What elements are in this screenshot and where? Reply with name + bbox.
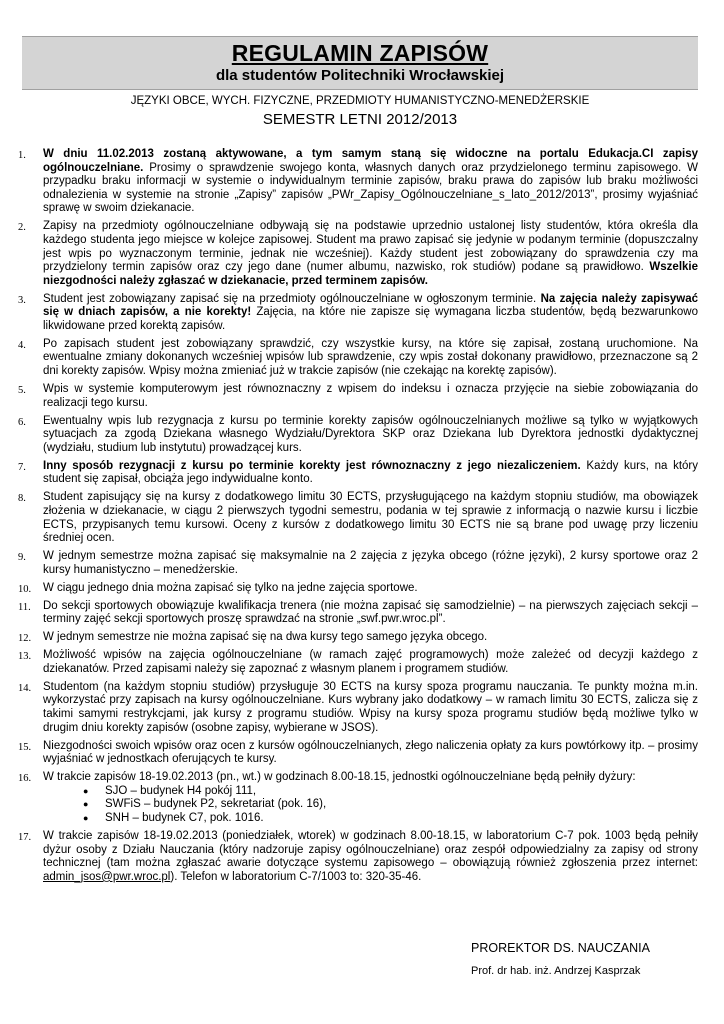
rule-text: Studentom (na każdym stopniu studiów) przysługuje 30 ECTS na kursy spoza programu nauczania. Te punkty można m.in. wykorzystać przy zapisach na kursy ogólnouczelniane. Kurs wybrany jako dodatkowy – w ramach limitu 30 ECTS, zalicza się z takimi samymi restrykcjami, jak kursy z programu studiów. Wpisy na kursy spoza programu studiów będą możliwe tylko w drugim dniu korekty zapisów (osobne zapisy, wybierane w JSOS). — [43, 680, 698, 734]
rule-item — [18, 600, 698, 627]
rule-number: 14. — [18, 682, 32, 694]
rule-number: 3. — [18, 294, 26, 306]
rule-bold-text: Inny sposób rezygnacji z kursu po terminie korekty jest równoznaczny z jego niezaliczeniem. — [43, 459, 581, 472]
rule-text: Wpis w systemie komputerowym jest równoznaczny z wpisem do indeksu i oznacza przyjęcie na siebie zobowiązania do realizacji tego kursu. — [43, 383, 698, 409]
duty-text: SWFiS – budynek P2, sekretariat (pok. 16), — [105, 798, 327, 811]
rule-bold-text: Wszelkie niezgodności należy zgłaszać w dziekanacie, przed terminem zapisów. — [43, 261, 698, 287]
rule-item — [18, 293, 698, 334]
rule-number: 7. — [18, 461, 26, 473]
rule-text: Student zapisujący się na kursy z dodatkowego limitu 30 ECTS, przysługującego na każdym stopniu studiów, ma obowiązek złożenia w dziekanacie, w ciągu 2 pierwszych tygodni semestru, podania w tej sprawie z informacją o nazwie kursu i liczbie ECTS, przypisanych temu kursowi. Oceny z kursów z dodatkowego limitu 30 ECTS nie są brane pod uwagę przy liczeniu średniej ocen. — [43, 491, 698, 545]
signatory-title: PROREKTOR DS. NAUCZANIA — [471, 941, 650, 955]
rule-number: 1. — [18, 150, 26, 161]
bullet-icon: ● — [83, 812, 89, 823]
duty-item — [83, 785, 698, 799]
signature-block — [471, 940, 650, 978]
rule-item — [18, 383, 698, 410]
rule-item — [18, 460, 698, 487]
rule-item — [18, 582, 698, 596]
bullet-icon: ● — [83, 799, 89, 810]
rule-text: Każdy kurs, na który student się zapisał, obciąża jego indywidualne konto. — [43, 459, 698, 486]
rule-number: 5. — [18, 385, 26, 397]
rule-text: Zajęcia, na które nie zapisze się wymagana liczba studentów, będą bezwarunkowo likwidowane przed korektą zapisów. — [43, 306, 698, 332]
rule-text: Po zapisach student jest zobowiązany sprawdzić, czy wszystkie kursy, na które się zapisał, zostaną uruchomione. Na ewentualne zmiany dokonanych wcześniej wpisów lub sprawdzenie, czy wpis został dokonany prawidłowo, przeznaczone są 2 dni korekty zapisów. Wpisy można zmieniać już w trakcie zapisów (nie czekając na korektę zapisów). — [43, 337, 698, 378]
rules-list — [18, 148, 698, 889]
rule-item — [18, 220, 698, 288]
rule-item — [18, 649, 698, 676]
rule-number: 13. — [18, 651, 32, 663]
rule-text: W ciągu jednego dnia można zapisać się tylko na jedne zajęcia sportowe. — [43, 581, 418, 594]
rule-text: Prosimy o sprawdzenie swojego konta, własnych danych oraz przydzielonego terminu zapisowego. W przypadku braku informacji w systemie o indywidualnym terminie zapisów, braku prawa do zapisów lub braku możliwości odnalezienia w systemie na stronie „Zapisy” zapisów „PWr_Zapisy_Ogólnouczelniane_s_lato_2012/2013”, prosimy wyjaśniać sprawę w swoim dziekanacie. — [43, 161, 698, 215]
rule-text: ). Telefon w laboratorium C-7/1003 to: 320-35-46. — [170, 870, 422, 883]
rule-number: 16. — [18, 773, 32, 785]
rule-number: 17. — [18, 831, 32, 843]
rule-number: 6. — [18, 416, 26, 428]
document-title: REGULAMIN ZAPISÓW — [231, 40, 489, 66]
duty-text: SJO – budynek H4 pokój 111, — [105, 784, 257, 797]
header-banner — [22, 36, 698, 90]
duty-item — [83, 798, 698, 812]
rule-text: W trakcie zapisów 18-19.02.2013 (poniedziałek, wtorek) w godzinach 8.00-18.15, w laboratorium C-7 pok. 1003 będą pełniły dyżur osoby z Działu Nauczania (który nadzoruje zapisy ogólnouczelniane) oraz zespół odpowiedzialny za zapisy od strony technicznej (tam można zgłaszać awarie dotyczące systemu zapisowego – obowiązują również zgłoszenia przez internet: — [43, 829, 698, 870]
rule-text: Niezgodności swoich wpisów oraz ocen z kursów ogólnouczelnianych, złego naliczenia opłaty za kurs powtórkowy itp. – prosimy wyjaśniać w jednostkach oferujących te kursy. — [43, 739, 698, 766]
rule-item — [18, 681, 698, 735]
rule-number: 12. — [18, 633, 32, 645]
rule-number: 15. — [18, 741, 32, 753]
rule-text: Możliwość wpisów na zajęcia ogólnouczelniane (w ramach zajęć programowych) może zależeć od decyzji każdego z dziekanatów. Przed zapisami należy się zapoznać z własnym planem i programem studiów. — [43, 649, 698, 675]
rule-item — [18, 830, 698, 884]
rule-text: W jednym semestrze nie można zapisać się na dwa kursy tego samego języka obcego. — [43, 631, 488, 644]
rule-text: W jednym semestrze można zapisać się maksymalnie na 2 zajęcia z języka obcego (różne języki), 2 kursy sportowe oraz 2 kursy humanistyczno – menedżerskie. — [43, 550, 698, 576]
duty-list — [43, 785, 698, 826]
rule-item — [18, 338, 698, 379]
rule-number: 10. — [18, 583, 32, 595]
rule-number: 11. — [18, 601, 31, 613]
rule-text: Zapisy na przedmioty ogólnouczelniane odbywają się na podstawie uprzednio ustalonej listy studentów, która określa dla każdego studenta jego miejsce w kolejce zapisowej. Student ma prawo zapisać się jedynie w podanym terminie (dopuszczalny jest wpis po wyznaczonym terminie, jednak nie wcześniej). Każdy student jest zobowiązany do sprawdzenia czy ma przydzielony termin zapisów oraz czy jego dane (numer albumu, nazwisko, rok studiów) podane są prawidłowo. — [43, 220, 698, 274]
rule-text: Do sekcji sportowych obowiązuje kwalifikacja trenera (nie można zapisać się samodzielnie) – na pierwszych zajęciach sekcji – terminy zajęć sekcji sportowych proszę sprawdzać na stronie „swf.pwr.wroc.pl”. — [43, 599, 698, 626]
rule-number: 8. — [18, 493, 26, 505]
rule-text: W trakcie zapisów 18-19.02.2013 (pn., wt.) w godzinach 8.00-18.15, jednostki ogólnouczelniane będą pełniły dyżury: — [43, 771, 636, 784]
duty-item — [83, 812, 698, 826]
rule-bold-text: W dniu 11.02.2013 zostaną aktywowane, a tym samym staną się widoczne na portalu Edukacja.CI zapisy ogólnouczelniane. — [43, 148, 698, 174]
rule-item — [18, 550, 698, 577]
rule-number: 2. — [18, 222, 26, 234]
duty-text: SNH – budynek C7, pok. 1016. — [105, 811, 264, 824]
email-link[interactable]: admin_jsos@pwr.wroc.pl — [43, 870, 171, 883]
rule-text: Student jest zobowiązany zapisać się na przedmioty ogólnouczelniane w ogłoszonym terminie. — [43, 292, 541, 305]
rule-number: 9. — [18, 552, 26, 564]
rule-text: Ewentualny wpis lub rezygnacja z kursu po terminie korekty zapisów ogólnouczelnianych możliwe są tylko w wyjątkowych sytuacjach za zgodą Dziekana własnego Wydziału/Dyrektora SKP oraz Dziekana lub Dyrektora jednostki dydaktycznej (wydziału, studium lub instytutu) prowadzącej kurs. — [43, 414, 698, 454]
bullet-icon: ● — [83, 785, 89, 796]
document-subtitle: dla studentów Politechniki Wrocławskiej — [215, 67, 505, 84]
rule-item — [18, 491, 698, 545]
semester-line: SEMESTR LETNI 2012/2013 — [262, 111, 458, 128]
rule-item — [18, 148, 698, 216]
rule-bold-text: Na zajęcia należy zapisywać się w dniach zapisów, a nie korekty! — [43, 292, 698, 319]
rule-number: 4. — [18, 339, 26, 351]
rule-item — [18, 415, 698, 456]
rule-item — [18, 771, 698, 825]
subjects-line: JĘZYKI OBCE, WYCH. FIZYCZNE, PRZEDMIOTY HUMANISTYCZNO-MENEDŻERSKIE — [130, 95, 590, 107]
rule-item — [18, 631, 698, 645]
rule-item — [18, 740, 698, 767]
signatory-name: Prof. dr hab. inż. Andrzej Kasprzak — [471, 965, 641, 977]
